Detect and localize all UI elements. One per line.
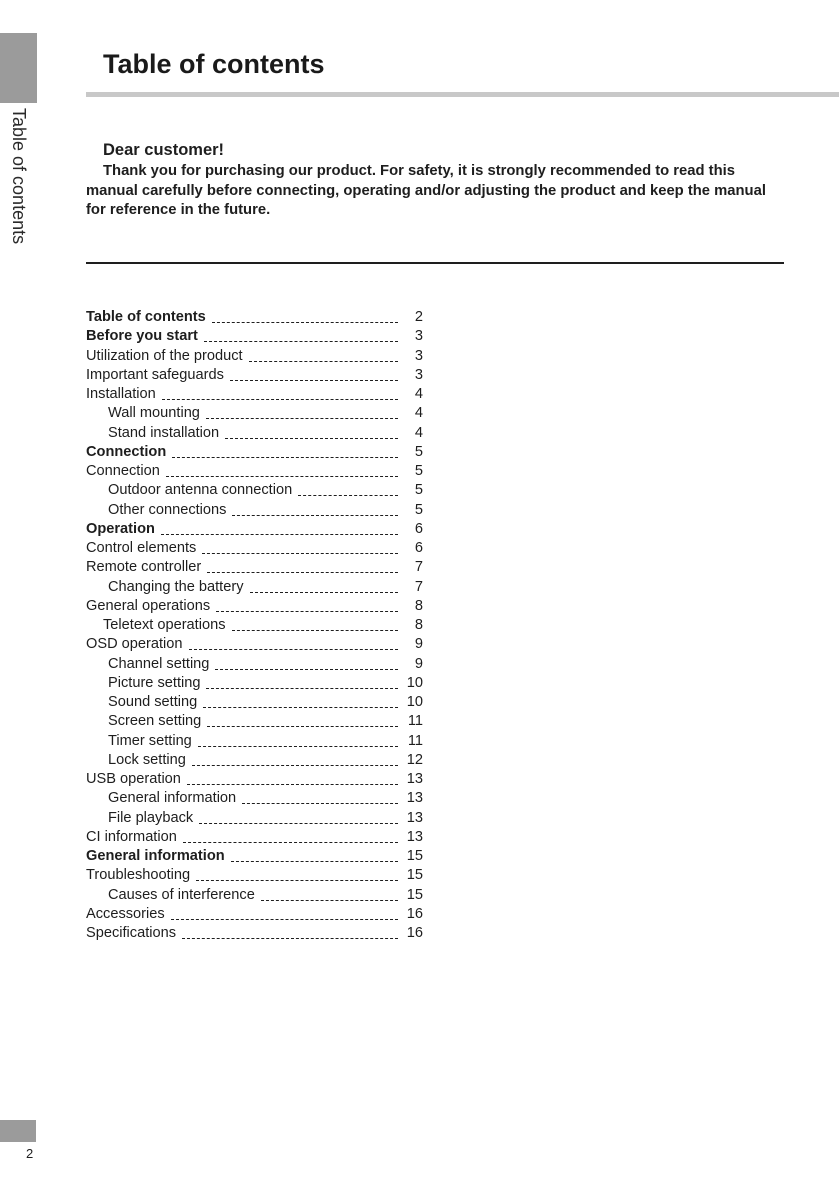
toc-entry[interactable]	[86, 732, 426, 751]
toc-entry[interactable]	[86, 828, 426, 847]
toc-entry[interactable]	[86, 539, 426, 558]
toc-entry[interactable]	[86, 770, 426, 789]
toc-leader-dots	[198, 746, 398, 747]
toc-leader-dots	[202, 553, 398, 554]
toc-entry-page: 5	[414, 443, 423, 460]
toc-leader-dots	[250, 592, 398, 593]
toc-entry-page: 15	[406, 848, 423, 864]
toc-entry[interactable]	[86, 886, 426, 905]
toc-leader-dots	[216, 611, 398, 612]
toc-entry-label: Important safeguards	[86, 366, 224, 383]
toc-entry-label: General information	[86, 848, 225, 864]
toc-entry-page: 13	[406, 809, 423, 826]
toc-entry-page: 6	[414, 540, 423, 556]
page-title: Table of contents	[103, 49, 325, 79]
toc-entry-page: 2	[414, 309, 423, 325]
toc-entry[interactable]	[86, 674, 426, 693]
toc-leader-dots	[183, 842, 398, 843]
toc-leader-dots	[225, 438, 398, 439]
toc-entry-label: OSD operation	[86, 636, 183, 653]
toc-leader-dots	[261, 900, 398, 901]
toc-entry-label: Sound setting	[108, 694, 198, 710]
toc-entry-page: 11	[407, 713, 423, 730]
title-divider	[86, 92, 839, 97]
toc-entry-label: Control elements	[86, 540, 197, 556]
toc-leader-dots	[206, 418, 398, 419]
toc-leader-dots	[206, 688, 398, 689]
toc-entry-page: 6	[414, 520, 423, 537]
toc-entry[interactable]	[86, 693, 426, 712]
toc-entry-label: General information	[108, 790, 237, 807]
toc-leader-dots	[230, 380, 398, 381]
page-number-tab	[0, 1120, 36, 1142]
toc-leader-dots	[242, 803, 398, 804]
toc-entry-page: 9	[414, 636, 423, 653]
toc-entry[interactable]	[86, 424, 426, 443]
toc-entry[interactable]	[86, 866, 426, 885]
toc-leader-dots	[189, 649, 398, 650]
toc-leader-dots	[215, 669, 398, 670]
toc-entry[interactable]	[86, 809, 426, 828]
toc-leader-dots	[187, 784, 398, 785]
toc-leader-dots	[192, 765, 398, 766]
toc-leader-dots	[207, 572, 398, 573]
toc-entry[interactable]	[86, 385, 426, 404]
toc-leader-dots	[172, 457, 398, 458]
toc-entry[interactable]	[86, 501, 426, 520]
toc-entry-page: 7	[414, 578, 423, 595]
toc-entry-label: Teletext operations	[103, 617, 226, 633]
toc-entry[interactable]	[86, 558, 426, 577]
toc-entry-page: 3	[414, 347, 423, 364]
toc-entry-label: Picture setting	[108, 674, 201, 691]
toc-entry[interactable]	[86, 404, 426, 423]
toc-entry-page: 9	[414, 655, 423, 672]
toc-entry-label: Other connections	[108, 501, 227, 518]
toc-leader-dots	[171, 919, 398, 920]
toc-entry[interactable]	[86, 481, 426, 500]
toc-entry-label: Screen setting	[108, 713, 202, 730]
toc-entry-label: Troubleshooting	[86, 867, 191, 884]
toc-entry-label: USB operation	[86, 771, 181, 787]
toc-entry-page: 4	[414, 405, 423, 422]
toc-entry-page: 11	[407, 732, 423, 749]
toc-entry[interactable]	[86, 597, 426, 616]
toc-leader-dots	[203, 707, 398, 708]
toc-entry-page: 16	[406, 925, 423, 941]
toc-leader-dots	[166, 476, 398, 477]
toc-entry-label: Utilization of the product	[86, 347, 243, 364]
toc-entry-page: 12	[406, 751, 423, 768]
toc-leader-dots	[232, 515, 398, 516]
toc-entry[interactable]	[86, 789, 426, 808]
toc-entry[interactable]	[86, 520, 426, 539]
toc-entry-label: Connection	[86, 443, 167, 460]
toc-entry-page: 8	[414, 597, 423, 614]
toc-entry-page: 5	[414, 482, 423, 499]
toc-entry-page: 5	[414, 501, 423, 518]
toc-entry-label: Before you start	[86, 328, 198, 345]
toc-entry-label: Wall mounting	[108, 405, 200, 422]
toc-entry-label: Causes of interference	[108, 886, 255, 903]
greeting-heading: Dear customer!	[103, 141, 225, 159]
toc-entry-label: Installation	[86, 386, 156, 402]
toc-entry-page: 13	[406, 790, 423, 807]
toc-entry[interactable]	[86, 308, 426, 327]
toc-entry-label: Outdoor antenna connection	[108, 482, 293, 499]
toc-leader-dots	[199, 823, 398, 824]
toc-entry-page: 16	[406, 905, 423, 922]
toc-entry[interactable]	[86, 347, 426, 366]
page-number: 2	[26, 1146, 34, 1161]
toc-entry-page: 7	[414, 559, 423, 576]
toc-entry[interactable]	[86, 443, 426, 462]
toc-entry[interactable]	[86, 578, 426, 597]
toc-entry-page: 10	[406, 674, 423, 691]
toc-leader-dots	[249, 361, 398, 362]
toc-entry[interactable]	[86, 366, 426, 385]
toc-entry[interactable]	[86, 655, 426, 674]
toc-entry-label: Accessories	[86, 905, 165, 922]
toc-entry-page: 4	[414, 386, 423, 402]
toc-entry-label: Remote controller	[86, 559, 202, 576]
toc-entry-page: 13	[406, 828, 423, 845]
toc-entry[interactable]	[86, 847, 426, 866]
toc-entry-label: Specifications	[86, 925, 177, 941]
toc-entry-label: Timer setting	[108, 732, 192, 749]
toc-entry-page: 5	[414, 463, 423, 479]
toc-entry-page: 15	[406, 886, 423, 903]
toc-entry-label: CI information	[86, 828, 177, 845]
toc-leader-dots	[182, 938, 398, 939]
toc-entry-label: Operation	[86, 520, 155, 537]
toc-leader-dots	[232, 630, 398, 631]
toc-entry-label: Changing the battery	[108, 578, 244, 595]
toc-entry-label: Table of contents	[86, 309, 206, 325]
toc-entry-label: Channel setting	[108, 655, 210, 672]
toc-leader-dots	[207, 726, 398, 727]
toc-entry-label: General operations	[86, 597, 211, 614]
toc-entry[interactable]	[86, 327, 426, 346]
toc-entry-page: 3	[414, 328, 423, 345]
toc-entry[interactable]	[86, 924, 426, 943]
toc-entry-page: 8	[414, 617, 423, 633]
toc-leader-dots	[204, 341, 398, 342]
toc-entry-page: 13	[406, 771, 423, 787]
side-tab-marker	[0, 33, 37, 103]
toc-entry[interactable]	[86, 462, 426, 481]
toc-entry-label: Connection	[86, 463, 160, 479]
toc-leader-dots	[231, 861, 398, 862]
intro-paragraph: Thank you for purchasing our product. For safety, it is strongly recommended to read this manual carefully before connecting, operating and/or adjusting the product and keep the manual for reference in the future.	[86, 163, 766, 219]
toc-entry-page: 10	[406, 694, 423, 710]
toc-entry[interactable]	[86, 635, 426, 654]
toc-leader-dots	[162, 399, 398, 400]
toc-entry[interactable]	[86, 712, 426, 731]
toc-entry[interactable]	[86, 905, 426, 924]
toc-leader-dots	[196, 880, 398, 881]
toc-entry-page: 15	[406, 867, 423, 884]
toc-entry-page: 4	[414, 424, 423, 441]
toc-entry-page: 3	[414, 366, 423, 383]
toc-entry-label: Stand installation	[108, 424, 220, 441]
toc-entry-label: File playback	[108, 809, 194, 826]
side-section-label: Table of contents	[9, 108, 29, 245]
toc-entry[interactable]	[86, 751, 426, 770]
toc-list	[86, 308, 426, 943]
toc-leader-dots	[212, 322, 398, 323]
toc-leader-dots	[161, 534, 398, 535]
toc-entry[interactable]	[86, 616, 426, 635]
toc-leader-dots	[298, 495, 398, 496]
toc-entry-label: Lock setting	[108, 751, 186, 768]
section-divider	[86, 262, 784, 264]
